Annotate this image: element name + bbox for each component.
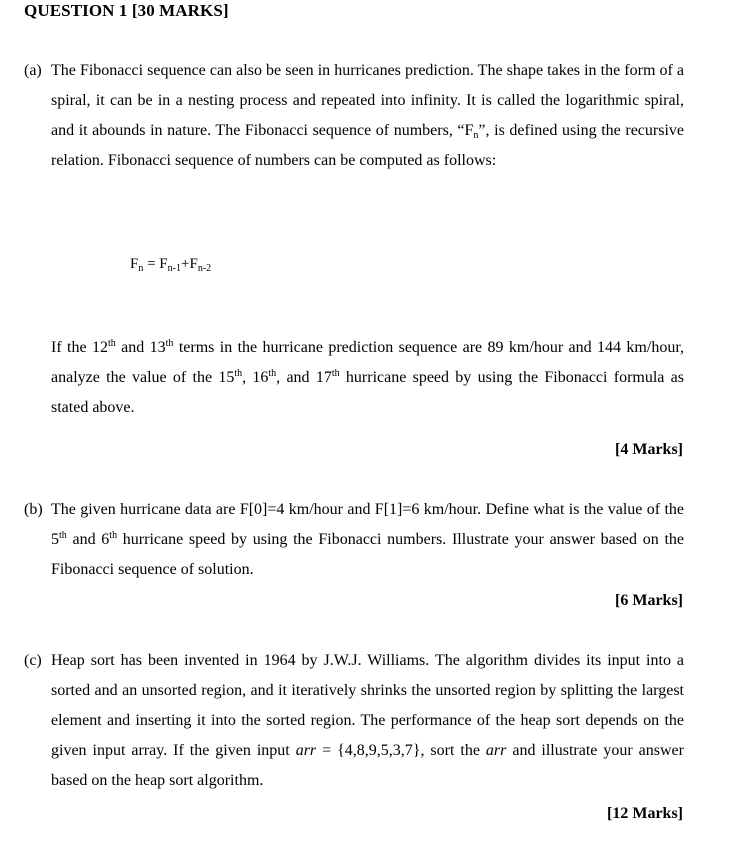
part-c-label: (c) [24,652,42,669]
part-b-paragraph [24,495,684,585]
part-a-label: (a) [24,62,42,79]
arr-variable: arr [485,742,507,759]
part-a-paragraph [24,56,684,176]
part-b-label: (b) [24,501,43,518]
part-a-marks: [4 Marks] [615,441,683,458]
part-a-question: If the 12th and 13th terms in the hurricane prediction sequence are 89 km/hour and 144 km/hour, analyze the value of the 15th, 16th, and 17th hurricane speed by using the Fibonacci formula as stated above. [51,338,684,416]
part-c-paragraph [24,646,684,796]
part-c-marks: [12 Marks] [607,805,683,822]
part-a-text: The Fibonacci sequence can also be seen in hurricanes prediction. The shape takes in the form of a spiral, it can be in a nesting process and repeated into infinity. It is called the logarithmic spiral, and it abounds in nature. The Fibonacci sequence of numbers, “$F_n$”, is defined using the recursive relation. Fibonacci sequence of numbers can be computed as follows: [51,62,684,169]
part-c-text: Heap sort has been invented in 1964 by J.W.J. Williams. The algorithm divides its input into a sorted and an unsorted region, and it iteratively shrinks the unsorted region by splitting the largest element and inserting it into the sorted region. The performance of the heap sort depends on the given input array. If the given input arr = {4,8,9,5,3,7}, sort the arr and illustrate your answer based on the heap sort algorithm. [51,652,684,789]
arr-variable: arr [295,742,317,759]
part-b-marks: [6 Marks] [615,592,683,609]
question-title: QUESTION 1 [30 MARKS] [24,1,229,20]
fibonacci-formula: $F_n = F_{n-1}+F_{n-2}$ [130,256,212,274]
part-b-text: The given hurricane data are F[0]=4 km/hour and F[1]=6 km/hour. Define what is the value of the 5th and 6th hurricane speed by using the Fibonacci numbers. Illustrate your answer based on the Fibonacci sequence of solution. [51,501,684,578]
